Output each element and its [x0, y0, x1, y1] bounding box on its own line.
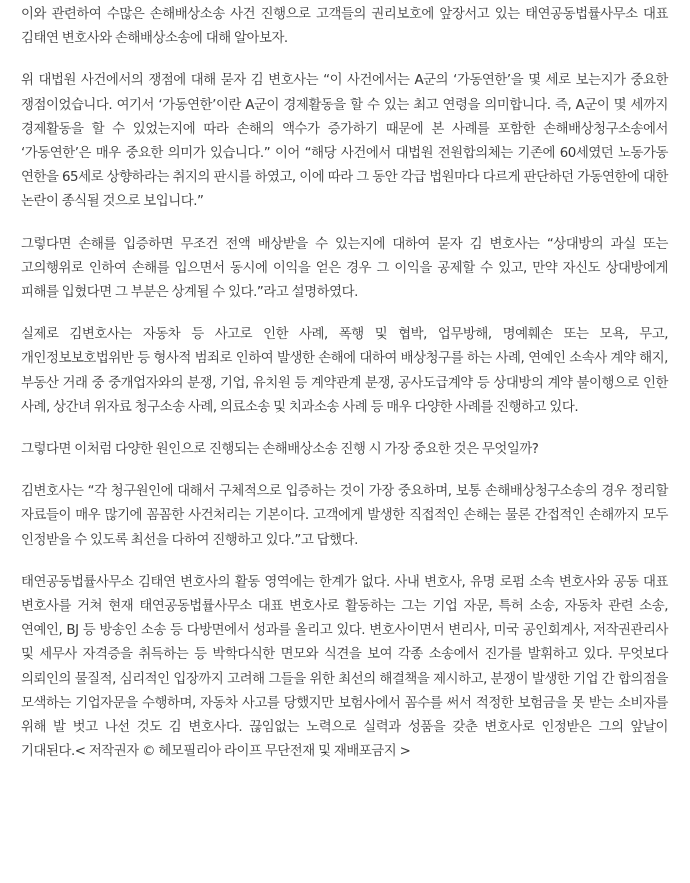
article-paragraph-intro: 이와 관련하여 수많은 손해배상소송 사건 진행으로 고객들의 권리보호에 앞장서고 있는 태연공동법률사무소 대표 김태연 변호사와 손해배상소송에 대해 알아보자.	[21, 7, 668, 47]
copyright-notice: < 저작권자 © 헤모필리아 라이프 무단전재 및 재배포금지 >	[74, 744, 411, 760]
profile-text: 태연공동법률사무소 김태연 변호사의 활동 영역에는 한계가 없다. 사내 변호사, 유명 로펌 소속 변호사와 공동 대표 변호사를 거쳐 현재 태연공동법률사무소 대표 변호사로 활동하는 그는 기업 자문, 특허 소송, 자동차 관련 소송, 연예인, BJ 등 방송인 소송 등 다방면에서 성과를 올리고 있다. 변호사이면서 변리사, 미국 공인회계사, 저작권관리사 및 세무사 자격증을 취득하는 등 박학다식한 면모와 식견을 보여 각종 소송에서 진가를 발휘하고 있다. 무엇보다 의뢰인의 물질적, 심리적인 입장까지 고려해 그들을 위한 최선의 해결책을 제시하고, 분쟁이 발생한 기업 간 합의점을 모색하는 기업자문을 수행하며, 자동차 사고를 당했지만 보험사에서 꼼수를 써서 적정한 보험금을 못 받는 소비자를 위해 발 벗고 나선 것도 김 변호사다. 끊임없는 노력으로 실력과 성품을 갖춘 변호사로 인정받은 그의 앞날이 기대된다.	[21, 574, 668, 760]
article-paragraph-compensation: 그렇다면 손해를 입증하면 무조건 전액 배상받을 수 있는지에 대하여 묻자 김 변호사는 “상대방의 과실 또는 고의행위로 인하여 손해를 입으면서 동시에 이익을 얻은 경우 그 이익을 공제할 수 있고, 만약 자신도 상대방에게 피해를 입혔다면 그 부분은 상계될 수 있다.”라고 설명하였다.	[21, 236, 668, 301]
article-paragraph-cases: 실제로 김변호사는 자동차 등 사고로 인한 사례, 폭행 및 협박, 업무방해, 명예훼손 또는 모욕, 무고, 개인정보보호법위반 등 형사적 범죄로 인하여 발생한 손해에 대하여 배상청구를 하는 사례, 연예인 소속사 계약 해지, 부동산 거래 중 중개업자와의 분쟁, 기업, 유치원 등 계약관계 분쟁, 공사도급계약 등 상대방의 계약 불이행으로 인한 사례, 상간녀 위자료 청구소송 사례, 의료소송 및 치과소송 사례 등 매우 다양한 사례를 진행하고 있다.	[21, 327, 668, 415]
article-paragraph-working-age: 위 대법원 사건에서의 쟁점에 대해 묻자 김 변호사는 “이 사건에서는 A군의 ‘가동연한’을 몇 세로 보는지가 중요한 쟁점이었습니다. 여기서 ‘가동연한’이란 A군이 경제활동을 할 수 있는 최고 연령을 의미합니다. 즉, A군이 몇 세까지 경제활동을 할 수 있었는지에 따라 손해의 액수가 증가하기 때문에 본 사례를 포함한 손해배상청구소송에서 ‘가동연한’은 매우 중요한 의미가 있습니다.” 이어 “해당 사건에서 대법원 전원합의체는 기존에 60세였던 노동가동 연한을 65세로 상향하라는 취지의 판시를 하였고, 이에 따라 그 동안 각급 법원마다 다르게 판단하던 가동연한에 대한 논란이 종식될 것으로 보입니다.”	[21, 73, 668, 210]
article-paragraph-question: 그렇다면 이처럼 다양한 원인으로 진행되는 손해배상소송 진행 시 가장 중요한 것은 무엇일까?	[21, 442, 539, 458]
article-paragraph-profile	[21, 571, 668, 765]
article-paragraph-answer: 김변호사는 “각 청구원인에 대해서 구체적으로 입증하는 것이 가장 중요하며, 보통 손해배상청구소송의 경우 정리할 자료들이 매우 많기에 꼼꼼한 사건처리는 기본이다. 고객에게 발생한 직접적인 손해는 물론 간접적인 손해까지 모두 인정받을 수 있도록 최선을 다하여 진행하고 있다.”고 답했다.	[21, 484, 668, 548]
